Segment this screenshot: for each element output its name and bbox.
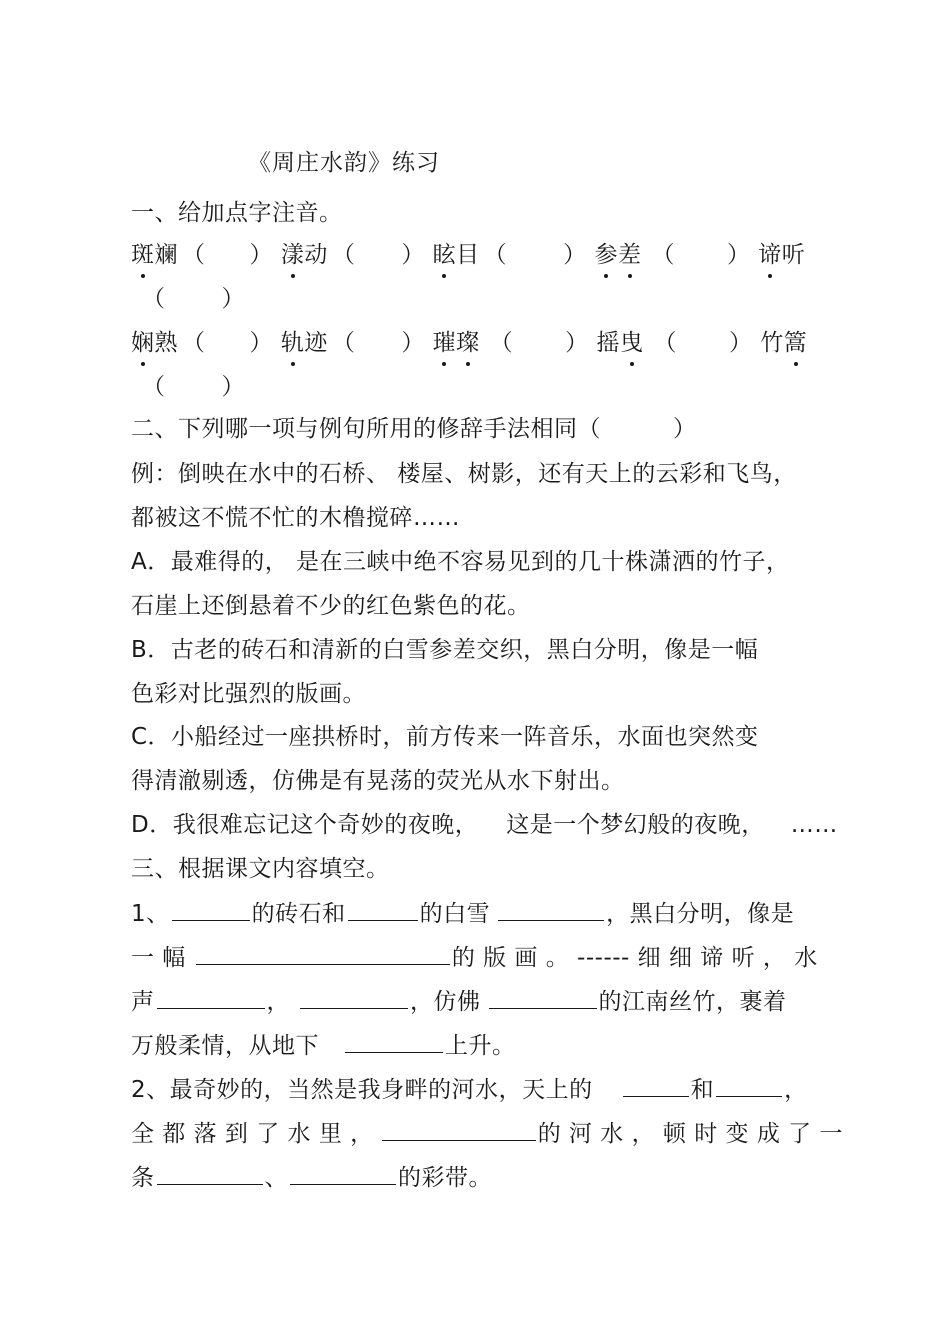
option-a-line-2: 石崖上还倒悬着不少的红色紫色的花。 xyxy=(131,593,531,619)
q1-text: ， xyxy=(266,989,290,1015)
blank[interactable] xyxy=(489,986,597,1009)
q1-text: 的白雪 xyxy=(419,901,491,927)
char: 听 xyxy=(781,242,806,268)
char: 娴 xyxy=(131,330,155,356)
blank[interactable] xyxy=(196,942,450,965)
paren: ） xyxy=(401,330,425,356)
paren: （ xyxy=(651,242,675,268)
example-line-2: 都被这不慌不忙的木橹搅碎…… xyxy=(131,505,460,531)
paren: ） xyxy=(728,330,753,356)
char: 斑 xyxy=(131,242,155,268)
option-d-line xyxy=(131,806,838,839)
q2-line-3 xyxy=(131,1159,492,1192)
section1-heading: 一、给加点字注音。 xyxy=(131,200,343,226)
q1-text: 上升。 xyxy=(445,1033,516,1059)
paren: ） xyxy=(221,286,245,312)
blank[interactable] xyxy=(157,986,265,1009)
char: 篙 xyxy=(783,330,808,356)
char: 摇 xyxy=(596,330,620,356)
option-c-line-2: 得清澈剔透，仿佛是有晃荡的荧光从水下射出。 xyxy=(131,768,625,794)
blank[interactable] xyxy=(345,1030,443,1053)
blank[interactable] xyxy=(348,898,418,921)
q1-text: 一 幅 xyxy=(131,945,186,971)
paren: （ xyxy=(142,286,166,312)
q1-line-1 xyxy=(131,895,794,928)
section1-row1-cont xyxy=(142,280,245,313)
option-c-line-1: C．小船经过一座拱桥时，前方传来一阵音乐，水面也突然变 xyxy=(131,724,759,750)
char: 眩 xyxy=(432,242,457,268)
q1-line-2 xyxy=(131,939,818,972)
blank[interactable] xyxy=(300,986,408,1009)
section1-row2 xyxy=(131,324,807,357)
char: 曳 xyxy=(619,330,644,356)
paren: ） xyxy=(221,374,245,400)
char: 璨 xyxy=(456,330,480,356)
blank[interactable] xyxy=(382,1118,536,1141)
blank[interactable] xyxy=(290,1162,396,1185)
section2-heading xyxy=(131,410,697,443)
section3-heading: 三、根据课文内容填空。 xyxy=(131,856,390,882)
q1-text: ，黑白分明，像是 xyxy=(606,901,795,927)
q1-number: 1、 xyxy=(131,901,170,927)
char: 熟 xyxy=(154,330,178,356)
section1-row2-cont xyxy=(142,368,245,401)
paren: ） xyxy=(249,242,273,268)
q2-text: 条 xyxy=(131,1165,155,1191)
paren: （ xyxy=(182,242,206,268)
char: 差 xyxy=(617,242,642,268)
char: 璀 xyxy=(432,330,457,356)
blank[interactable] xyxy=(716,1074,782,1097)
blank[interactable] xyxy=(498,898,604,921)
q2-text: ， xyxy=(784,1077,808,1103)
char: 目 xyxy=(456,242,480,268)
option-d-part-3: …… xyxy=(790,812,838,838)
q1-line-3 xyxy=(131,983,787,1016)
char: 迹 xyxy=(304,330,328,356)
q2-text: 的彩带。 xyxy=(398,1165,492,1191)
blank[interactable] xyxy=(623,1074,689,1097)
q1-text: 万般柔情，从地下 xyxy=(131,1033,319,1059)
page-title: 《周庄水韵》练习 xyxy=(248,150,440,176)
paren: （ xyxy=(331,330,356,356)
paren: ） xyxy=(565,330,589,356)
char: 谛 xyxy=(758,242,782,268)
blank[interactable] xyxy=(172,898,250,921)
q1-text: 的 版 画 。 ------ 细 细 谛 听 ， 水 xyxy=(451,945,818,971)
paren: （ xyxy=(489,330,514,356)
char: 竹 xyxy=(760,330,784,356)
q2-text: 全 都 落 到 了 水 里 ， xyxy=(131,1121,374,1147)
q2-text: 的 河 水 ， 顿 时 变 成 了 一 xyxy=(537,1121,843,1147)
example-line-1: 例：倒映在水中的石桥、 楼屋、树影，还有天上的云彩和飞鸟， xyxy=(131,461,797,487)
paren: ） xyxy=(401,242,425,268)
q2-text: 、 xyxy=(264,1165,288,1191)
q1-text: ，仿佛 xyxy=(410,989,481,1015)
paren: （ xyxy=(142,374,166,400)
section1-row1 xyxy=(131,236,805,269)
q2-number: 2、 xyxy=(131,1077,170,1103)
paren: ） xyxy=(726,242,751,268)
paren: ） xyxy=(673,416,697,442)
char: 斓 xyxy=(154,242,178,268)
q1-text: 声 xyxy=(131,989,155,1015)
option-a-line-1: A．最难得的， 是在三峡中绝不容易见到的几十株潇洒的竹子， xyxy=(131,549,790,575)
q2-text: 最奇妙的，当然是我身畔的河水，天上的 xyxy=(169,1077,593,1103)
option-d-part-2: 这是一个梦幻般的夜晚， xyxy=(506,812,765,838)
char: 漾 xyxy=(280,242,305,268)
q1-line-4 xyxy=(131,1027,516,1060)
option-b-line-2: 色彩对比强烈的版画。 xyxy=(131,681,366,707)
q2-line-2 xyxy=(131,1115,843,1148)
option-b-line-1: B．古老的砖石和清新的白雪参差交织，黑白分明，像是一幅 xyxy=(131,637,759,663)
q1-text: 的江南丝竹，裹着 xyxy=(598,989,787,1015)
option-d-part-1: D．我很难忘记这个奇妙的夜晚， xyxy=(131,812,479,838)
paren: （ xyxy=(483,242,508,268)
q2-text: 和 xyxy=(690,1077,715,1103)
blank[interactable] xyxy=(157,1162,263,1185)
paren: （ xyxy=(653,330,677,356)
section2-heading-text: 二、下列哪一项与例句所用的修辞手法相同（ xyxy=(131,416,601,442)
char: 参 xyxy=(594,242,618,268)
char: 轨 xyxy=(280,330,305,356)
paren: （ xyxy=(331,242,356,268)
q2-line-1 xyxy=(131,1071,808,1104)
paren: ） xyxy=(563,242,587,268)
paren: （ xyxy=(182,330,206,356)
char: 动 xyxy=(304,242,328,268)
paren: ） xyxy=(249,330,273,356)
q1-text: 的砖石和 xyxy=(251,901,346,927)
